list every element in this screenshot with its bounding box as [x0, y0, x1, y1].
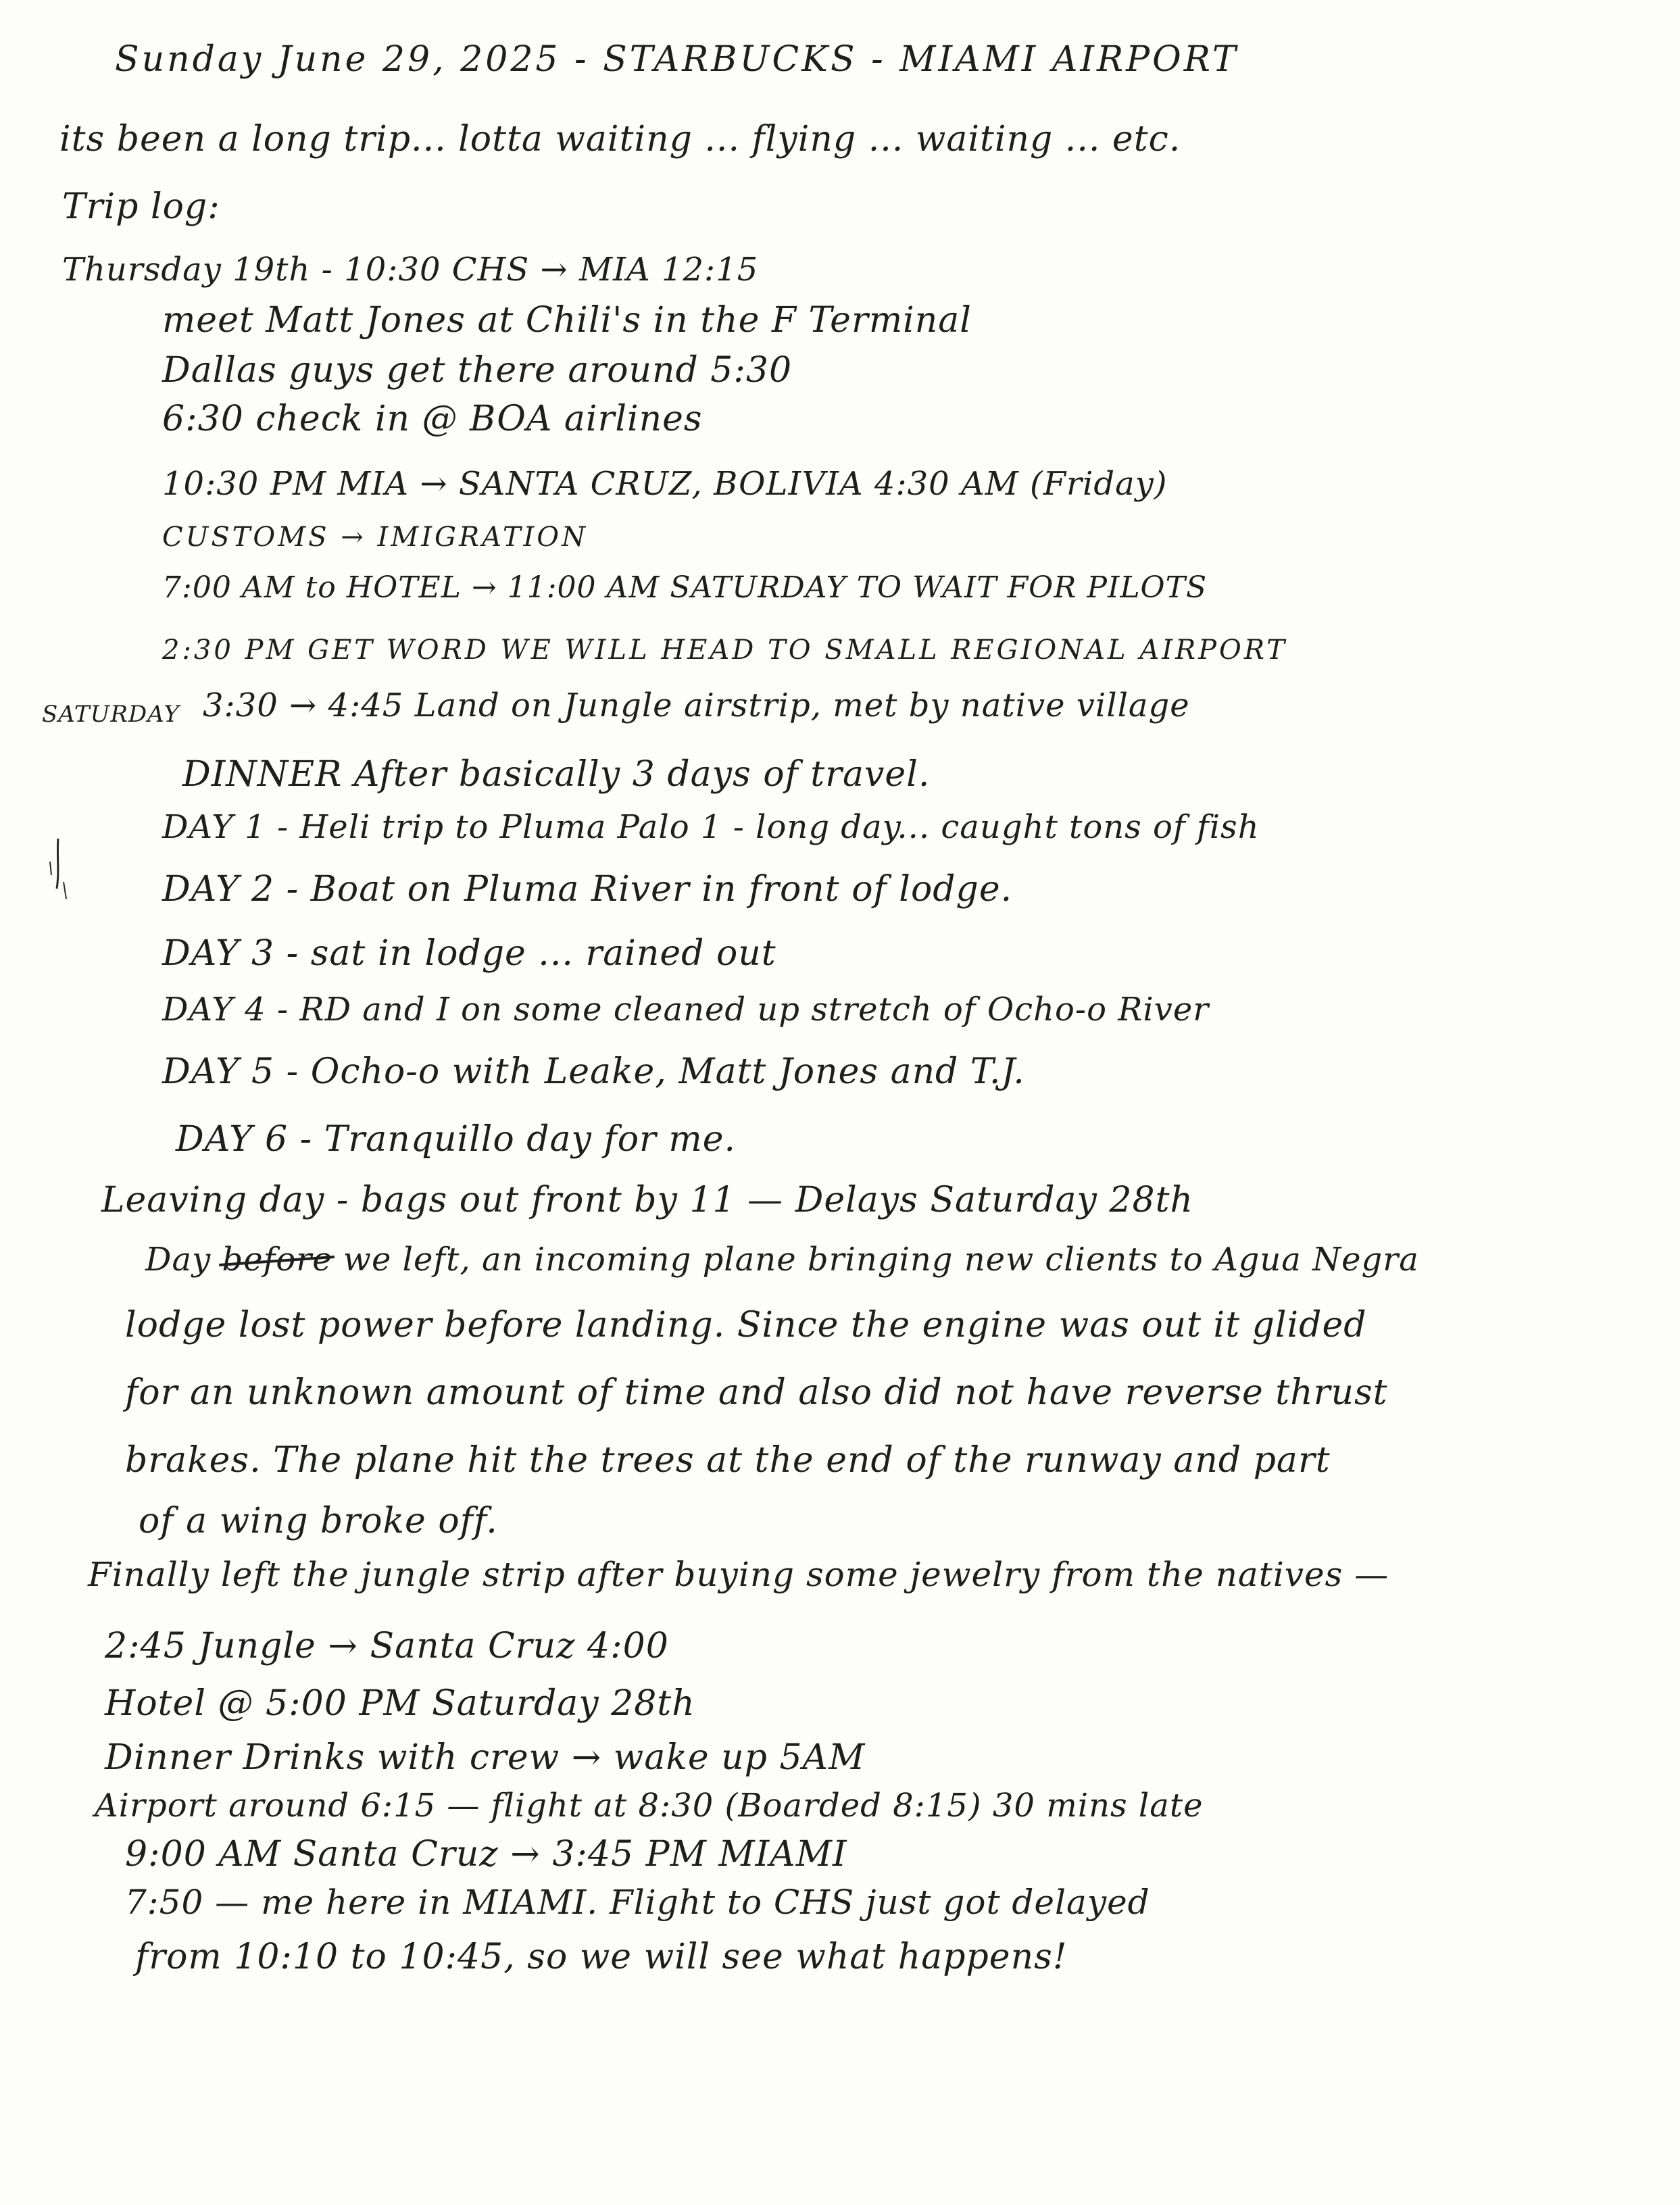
log-line-jungle-santa-cruz: 2:45 Jungle → Santa Cruz 4:00 [105, 1626, 669, 1666]
log-line-day-3: DAY 3 - sat in lodge ... rained out [162, 933, 776, 974]
margin-note-saturday: SATURDAY [42, 701, 180, 728]
log-line-mia-santa-cruz: 10:30 PM MIA → SANTA CRUZ, BOLIVIA 4:30 AM (Friday) [162, 465, 1168, 503]
log-line-thursday: Thursday 19th - 10:30 CHS → MIA 12:15 [62, 251, 759, 289]
log-line-dinner: DINNER After basically 3 days of travel. [182, 754, 931, 795]
log-line-jungle-airstrip: 3:30 → 4:45 Land on Jungle airstrip, met by native village [203, 687, 1190, 724]
log-line-day-1: DAY 1 - Heli trip to Pluma Palo 1 - long day... caught tons of fish [162, 808, 1260, 846]
log-line-runway: brakes. The plane hit the trees at the end of the runway and part [125, 1440, 1331, 1481]
log-line-day-5: DAY 5 - Ocho-o with Leake, Matt Jones and T.J. [162, 1051, 1025, 1092]
log-line-hotel: 7:00 AM to HOTEL → 11:00 AM SATURDAY TO WAIT FOR PILOTS [162, 570, 1208, 605]
log-line-regional-airport: 2:30 PM GET WORD WE WILL HEAD TO SMALL REGIONAL AIRPORT [162, 635, 1287, 666]
log-line-here-in-miami: 7:50 — me here in MIAMI. Flight to CHS just got delayed [125, 1883, 1150, 1922]
log-line-chilis: meet Matt Jones at Chili's in the F Terminal [162, 300, 972, 341]
log-line-dinner-drinks: Dinner Drinks with crew → wake up 5AM [105, 1737, 866, 1778]
log-line-wing: of a wing broke off. [139, 1501, 498, 1541]
log-line-airport: Airport around 6:15 — flight at 8:30 (Boarded 8:15) 30 mins late [95, 1787, 1204, 1825]
trip-log-heading: Trip log: [62, 187, 220, 227]
margin-ink-mark [45, 835, 72, 909]
log-line-incoming-plane: Day before we left, an incoming plane bringing new clients to Agua Negra [145, 1241, 1419, 1279]
log-line-reverse-thrust: for an unknown amount of time and also did not have reverse thrust [125, 1372, 1388, 1413]
log-line-day-2: DAY 2 - Boat on Pluma River in front of lodge. [162, 869, 1013, 910]
log-line-day-4: DAY 4 - RD and I on some cleaned up stretch of Ocho-o River [162, 991, 1210, 1029]
struck-word: before [222, 1241, 332, 1279]
log-line-dallas: Dallas guys get there around 5:30 [162, 350, 793, 391]
log-line-lost-power: lodge lost power before landing. Since the engine was out it glided [125, 1305, 1367, 1345]
log-line-jungle-strip: Finally left the jungle strip after buying some jewelry from the natives — [88, 1555, 1389, 1594]
log-line-checkin: 6:30 check in @ BOA airlines [162, 399, 703, 439]
log-line-day-6: DAY 6 - Tranquillo day for me. [176, 1119, 736, 1160]
entry-header: Sunday June 29, 2025 - STARBUCKS - MIAMI AIRPORT [115, 39, 1239, 80]
log-line-hotel-saturday: Hotel @ 5:00 PM Saturday 28th [105, 1683, 695, 1724]
entry-intro: its been a long trip... lotta waiting ... flying ... waiting ... etc. [59, 119, 1181, 159]
log-line-leaving-day: Leaving day - bags out front by 11 — Delays Saturday 28th [101, 1180, 1193, 1220]
log-line-delayed: from 10:10 to 10:45, so we will see what happens! [135, 1937, 1068, 1977]
log-line-santa-cruz-miami: 9:00 AM Santa Cruz → 3:45 PM MIAMI [125, 1834, 847, 1875]
log-line-customs: CUSTOMS → IMIGRATION [162, 522, 589, 553]
